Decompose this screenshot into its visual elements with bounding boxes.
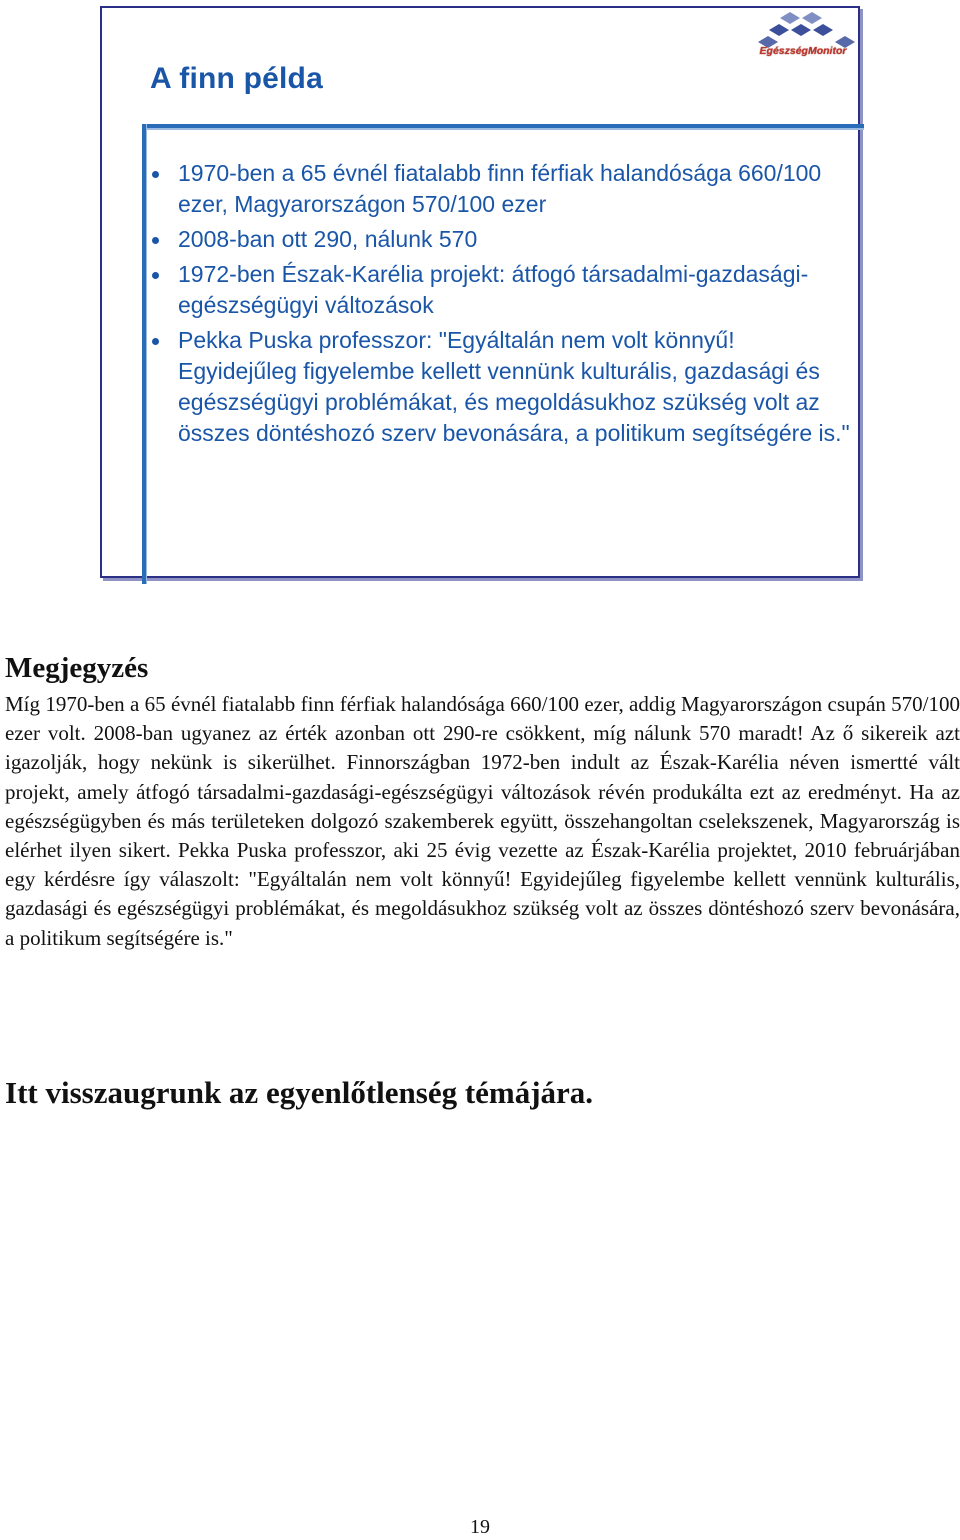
logo-wordmark: EgészségMonitor	[759, 45, 847, 57]
title-underline	[142, 124, 864, 130]
bullet-text: 1972-ben Észak-Karélia projekt: átfogó társadalmi-gazdasági-egészségügyi változások	[178, 261, 809, 318]
bullet-item	[150, 158, 850, 220]
slide-frame	[100, 6, 860, 578]
bullet-icon	[152, 237, 159, 244]
bullet-item	[150, 325, 850, 449]
logo-diamonds-icon	[750, 12, 856, 48]
bullet-text: 2008-ban ott 290, nálunk 570	[178, 226, 478, 252]
bullet-item	[150, 259, 850, 321]
egeszsegmonitor-logo	[750, 12, 856, 60]
bullet-icon	[152, 171, 159, 178]
bullet-text: Pekka Puska professzor: "Egyáltalán nem volt könnyű! Egyidejűleg figyelembe kellett vennünk kulturális, gazdasági és egészségügyi problémákat, és megoldásukhoz szükség volt az összes döntéshozó szerv bevonására, a politikum segítségére is."	[178, 327, 850, 446]
slide-bullet-list	[150, 158, 850, 453]
bullet-icon	[152, 272, 159, 279]
bullet-item	[150, 224, 850, 255]
bullet-icon	[152, 338, 159, 345]
page-number: 19	[470, 1516, 490, 1538]
bullet-text: 1970-ben a 65 évnél fiatalabb finn férfiak halandósága 660/100 ezer, Magyarországon 570/100 ezer	[178, 160, 822, 217]
left-rule	[142, 124, 147, 584]
closing-line: Itt visszaugrunk az egyenlőtlenség témájára.	[5, 1075, 594, 1110]
slide-title: A finn példa	[150, 62, 323, 95]
note-heading: Megjegyzés	[5, 652, 149, 684]
note-body: Míg 1970-ben a 65 évnél fiatalabb finn férfiak halandósága 660/100 ezer, addig Magyarországon csupán 570/100 ezer volt. 2008-ban ugyanez az érték azonban ott 290-re csökkent, míg nálunk 570 maradt! Az ő sikereik azt igazolják, hogy nekünk is sikerülhet. Finnországban 1972-ben indult az Észak-Karélia néven ismertté vált projekt, amely átfogó társadalmi-gazdasági-egészségügyi változások révén produkálta ezt az eredményt. Ha az egészségügyben és más területeken dolgozó szakemberek együtt, összehangoltan cselekszenek, Magyarország is elérhet ilyen sikert. Pekka Puska professzor, aki 25 évig vezette az Észak-Karélia projektet, 2010 februárjában egy kérdésre így válaszolt: "Egyáltalán nem volt könnyű! Egyidejűleg figyelembe kellett vennünk kulturális, gazdasági és egészségügyi problémákat, és megoldásukhoz szükség volt az összes döntéshozó szerv bevonására, a politikum segítségére is."	[5, 692, 960, 950]
